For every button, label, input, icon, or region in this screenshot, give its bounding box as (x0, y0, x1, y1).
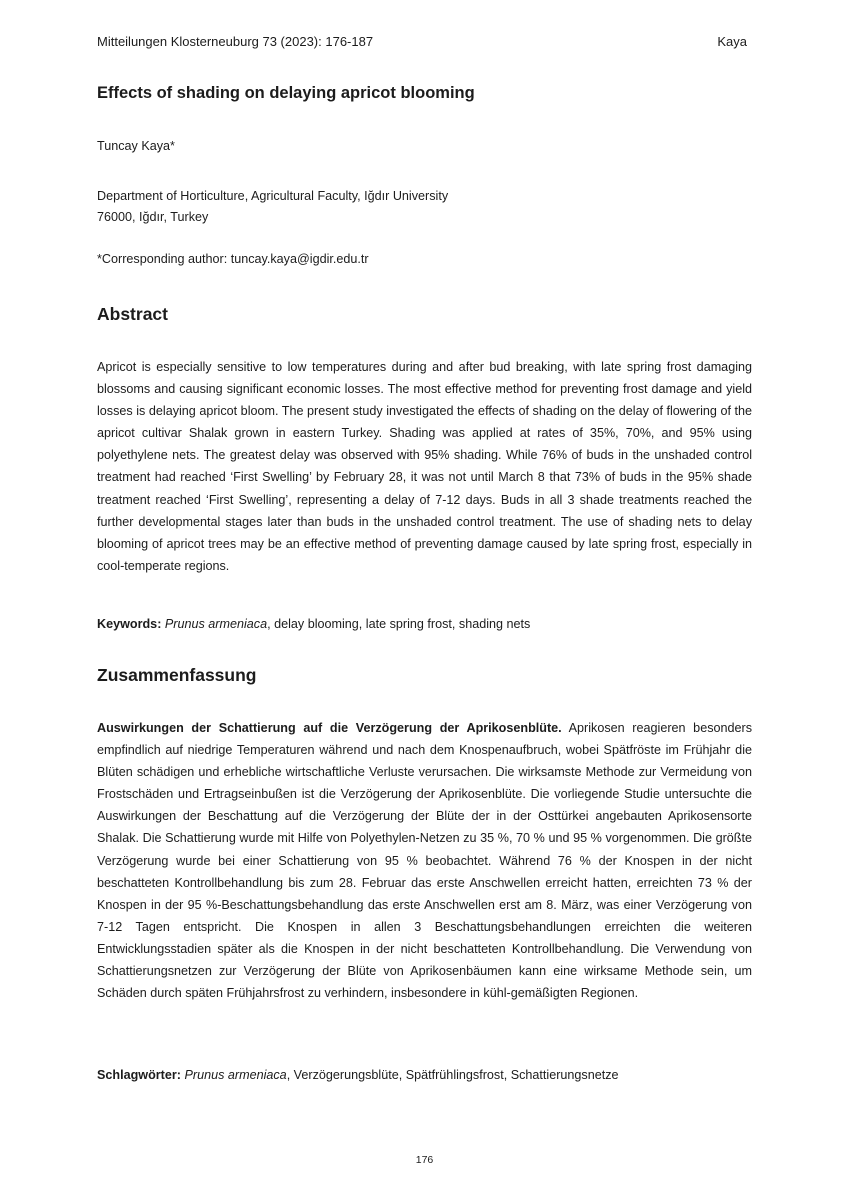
zusammenfassung-heading: Zusammenfassung (97, 665, 257, 685)
schlagwoerter-terms: , Verzögerungsblüte, Spätfrühlingsfrost, Schattierungsnetze (286, 1068, 619, 1082)
affiliation-line-1: Department of Horticulture, Agricultural Faculty, Iğdır University (97, 189, 449, 203)
schlagwoerter-label: Schlagwörter: (97, 1068, 181, 1082)
running-author: Kaya (717, 34, 747, 49)
keywords-species: Prunus armeniaca (164, 617, 268, 631)
affiliation-line-2: 76000, Iğdır, Turkey (97, 210, 209, 224)
zusammenfassung-body: Aprikosen reagieren besonders empfindlich auf niedrige Temperaturen während und nach dem Knospenaufbruch, wobei Spätfröste im Frühjahr die Blüten schädigen und erhebliche wirtschaftliche Verluste verursachen. Die wirksamste Methode zur Vermeidung von Frostschäden und Ertragseinbußen ist die Verzögerung der Aprikosenblüte. Die vorliegende Studie untersuchte die Auswirkungen der Beschattung auf die Verzögerung der Blüte der in der Osttürkei angebauten Aprikosensorte Shalak. Die Schattierung wurde mit Hilfe von Polyethylen-Netzen zu 35 %, 70 % und 95 % vorgenommen. Die größte Verzögerung wurde bei einer Schattierung von 95 % beobachtet. Während 76 % der Knospen in der nicht beschatteten Kontrollbehandlung bis zum 28. Februar das erste Anschwellen erreicht hatten, erreichten 73 % der Knospen in der 95 %-Beschattungsbehandlung das erste Anschwellen erst am 8. März, was einer Verzögerung von 7-12 Tagen entspricht. Die Knospen in allen 3 Beschattungsbehandlungen erreichten die weiteren Entwicklungsstadien später als die Knospen in der nicht beschatteten Kontrollbehandlung. Die Verwendung von Schattierungsnetzen zur Verzögerung der Blüte von Aprikosenbäumen kann eine wirksame Methode sein, um Schäden durch späten Frühjahrsfrost zu verhindern, insbesondere in kühl-gemäßigten Regionen. (97, 721, 752, 1001)
schlagwoerter-species: Prunus armeniaca (184, 1068, 287, 1082)
abstract-text: Apricot is especially sensitive to low temperatures during and after bud breaking, with late spring frost damaging blossoms and causing significant economic losses. The most effective method for preventing frost damage and yield losses is delaying apricot bloom. The present study investigated the effects of shading on the delay of flowering of the apricot cultivar Shalak grown in eastern Turkey. Shading was applied at rates of 35%, 70%, and 95% using polyethylene nets. The greatest delay was observed with 95% shading. While 76% of buds in the unshaded control treatment had reached ‘First Swelling’ by February 28, it was not until March 8 that 73% of buds in the 95% shade treatment reached ‘First Swelling’, representing a delay of 7-12 days. Buds in all 3 shade treatments reached the further developmental stages later than buds in the unshaded control treatment. The use of shading nets to delay blooming of apricot trees may be an effective method of preventing damage caused by late spring frost, especially in cool-temperate regions. (97, 360, 752, 573)
page-number: 176 (415, 1154, 434, 1166)
zusammenfassung-text (97, 717, 752, 1004)
running-head (97, 34, 752, 49)
abstract-heading: Abstract (97, 304, 168, 324)
keywords-terms: , delay blooming, late spring frost, shading nets (267, 617, 531, 631)
affiliation (97, 186, 448, 228)
author-name: Tuncay Kaya* (97, 139, 175, 153)
article-title: Effects of shading on delaying apricot blooming (97, 84, 475, 102)
journal-citation: Mitteilungen Klosterneuburg 73 (2023): 176-187 (97, 34, 374, 49)
keywords-en (97, 617, 752, 631)
zusammenfassung-lead-title: Auswirkungen der Schattierung auf die Verzögerung der Aprikosenblüte. (97, 721, 562, 735)
keywords-de (97, 1068, 752, 1082)
keywords-label: Keywords: (97, 617, 162, 631)
corresponding-author: *Corresponding author: tuncay.kaya@igdir.edu.tr (97, 252, 369, 266)
